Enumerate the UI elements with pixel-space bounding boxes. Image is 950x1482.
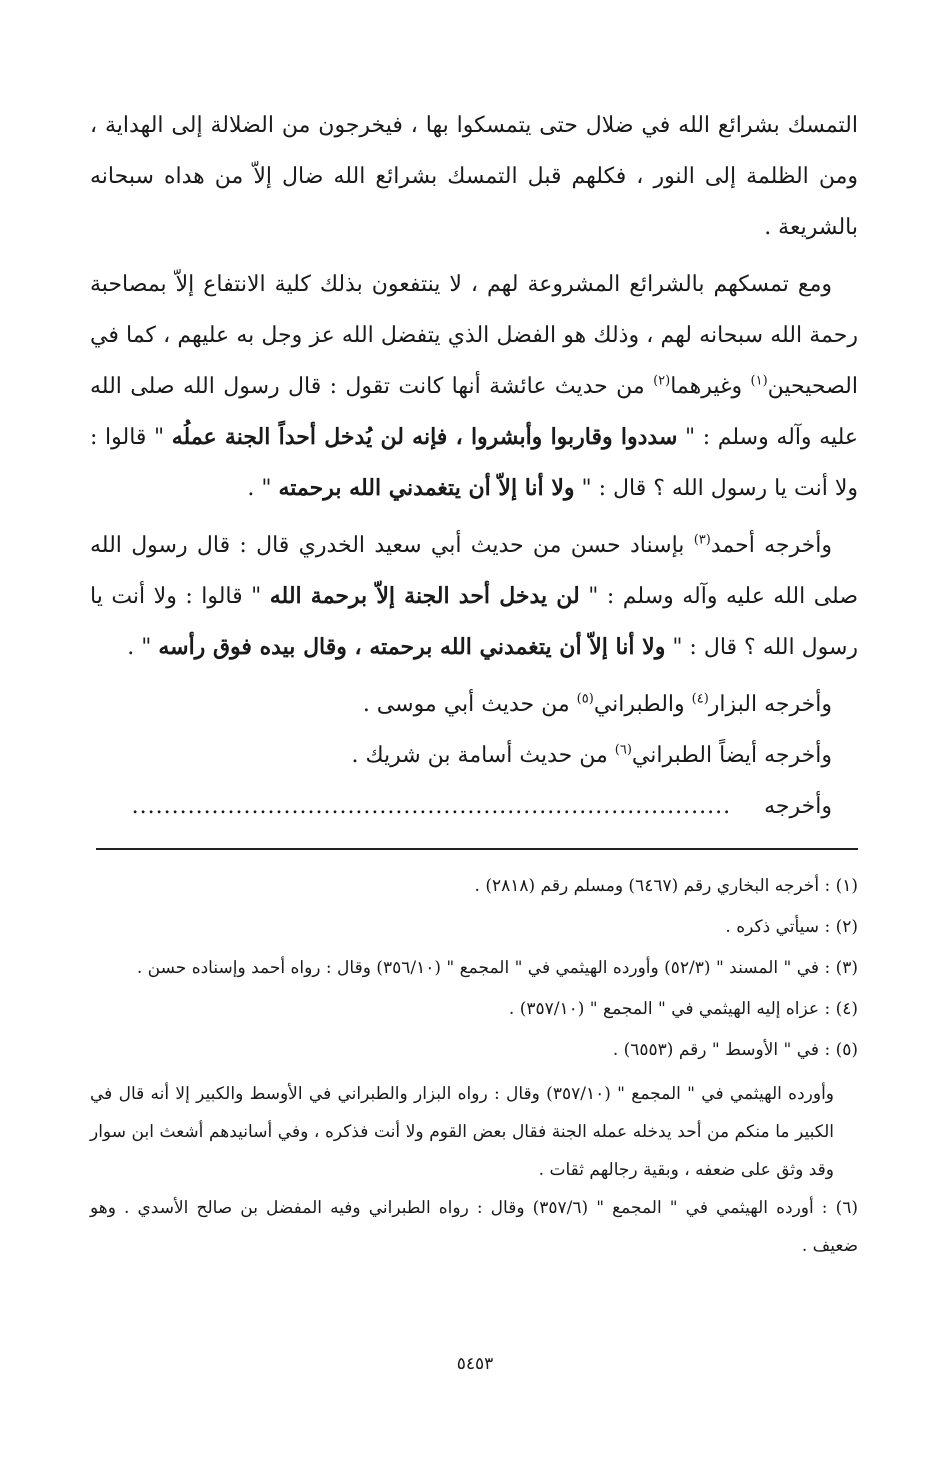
paragraph-3 bbox=[90, 520, 858, 673]
footnote-5: (٥) : في " الأوسط " رقم (٦٥٥٣) . bbox=[612, 1040, 858, 1060]
paragraph-6-text: وأخرجه bbox=[764, 794, 832, 819]
footnote-separator bbox=[96, 848, 858, 850]
paragraph-2-text-a: ومع تمسكهم بالشرائع المشروعة لهم ، لا ينتفعون بذلك كلية الانتفاع إلاّ بمصاحبة رحمة الله سبحانه لهم ، وذلك هو الفضل الذي يتفضل الله عز وجل به عليهم ، كما في الصحيحين bbox=[90, 272, 858, 399]
footnote-ref-6[interactable]: (٦) bbox=[614, 742, 632, 758]
footnote-ref-3[interactable]: (٣) bbox=[693, 532, 711, 548]
paragraph-2-text-e: " . bbox=[247, 476, 279, 501]
paragraph-4-text-a: وأخرجه البزار bbox=[708, 692, 832, 717]
footnote-5-continuation: وأورده الهيثمي في " المجمع " (٣٥٧/١٠) وقال : رواه البزار والطبراني في الأوسط والكبير إلا أنه قال في الكبير ما منكم من أحد يدخله عمله الجنة فقال بعض القوم ولا أنت فذكره ، وفي أسانيدهم أشعث ابن سوار وقد وثق على ضعفه ، وبقية رجالهم ثقات . bbox=[90, 1084, 834, 1180]
footnotes-section bbox=[90, 866, 858, 1265]
hadith-quote-2: ولا أنا إلاّ أن يتغمدني الله برحمته bbox=[278, 475, 575, 501]
paragraph-4-text-b: والطبراني bbox=[593, 692, 692, 717]
paragraph-1-text: التمسك بشرائع الله في ضلال حتى يتمسكوا بها ، فيخرجون من الضلالة إلى الهداية ، ومن الظلمة إلى النور ، فكلهم قبل التمسك بشرائع الله ضال إلاّ من هداه سبحانه بالشريعة . bbox=[90, 113, 858, 240]
footnote-ref-2[interactable]: (٢) bbox=[653, 373, 671, 389]
hadith-quote-3: لن يدخل أحد الجنة إلاّ برحمة الله bbox=[269, 583, 580, 609]
paragraph-3-text-b: بإسناد حسن من حديث أبي سعيد الخدري قال : قال رسول الله صلى الله عليه وآله وسلم : " bbox=[90, 533, 858, 609]
footnote-ref-1[interactable]: (١) bbox=[750, 373, 768, 389]
page-number: ٥٤٥٣ bbox=[456, 1354, 494, 1374]
paragraph-4-text-c: من حديث أبي موسى . bbox=[362, 692, 577, 717]
paragraph-2-text-d: " قالوا : ولا أنت يا رسول الله ؟ قال : " bbox=[90, 425, 858, 501]
hadith-quote-1: سددوا وقاربوا وأبشروا ، فإنه لن يُدخل أحداً الجنة عملُه bbox=[171, 424, 678, 450]
paragraph-3-text-d: " . bbox=[127, 635, 159, 660]
main-text bbox=[90, 100, 858, 832]
continuation-dots: ........................................................................... bbox=[131, 794, 732, 819]
paragraph-5-text-a: وأخرجه أيضاً الطبراني bbox=[631, 743, 832, 768]
paragraph-2 bbox=[90, 259, 858, 514]
paragraph-3-text-a: وأخرجه أحمد bbox=[710, 533, 833, 558]
footnote-ref-4[interactable]: (٤) bbox=[691, 691, 709, 707]
paragraph-5-text-b: من حديث أسامة بن شريك . bbox=[351, 743, 615, 768]
paragraph-2-text-b: وغيرهما bbox=[670, 374, 751, 399]
paragraph-3-text-c: " قالوا : ولا أنت يا رسول الله ؟ قال : " bbox=[90, 584, 858, 660]
paragraph-4 bbox=[90, 679, 858, 730]
paragraph-5 bbox=[90, 730, 858, 781]
hadith-quote-4: ولا أنا إلاّ أن يتغمدني الله برحمته ، وقال بيده فوق رأسه bbox=[158, 634, 666, 660]
paragraph-1 bbox=[90, 100, 858, 253]
footnote-6: (٦) : أورده الهيثمي في " المجمع " (٣٥٧/٦) وقال : رواه الطبراني وفيه المفضل بن صالح الأسدي . وهو ضعيف . bbox=[90, 1198, 859, 1256]
footnote-3: (٣) : في " المسند " (٥٢/٣) وأورده الهيثمي في " المجمع " (٣٥٦/١٠) وقال : رواه أحمد وإسناده حسن . bbox=[136, 958, 858, 978]
footnote-4: (٤) : عزاه إليه الهيثمي في " المجمع " (٣٥٧/١٠) . bbox=[508, 999, 858, 1019]
footnote-2: (٢) : سيأتي ذكره . bbox=[725, 917, 858, 937]
footnote-1: (١) : أخرجه البخاري رقم (٦٤٦٧) ومسلم رقم (٢٨١٨) . bbox=[474, 876, 858, 896]
paragraph-2-text-c: من حديث عائشة أنها كانت تقول : قال رسول الله صلى الله عليه وآله وسلم : " bbox=[90, 374, 858, 450]
paragraph-6 bbox=[90, 781, 858, 832]
footnote-ref-5[interactable]: (٥) bbox=[576, 691, 594, 707]
